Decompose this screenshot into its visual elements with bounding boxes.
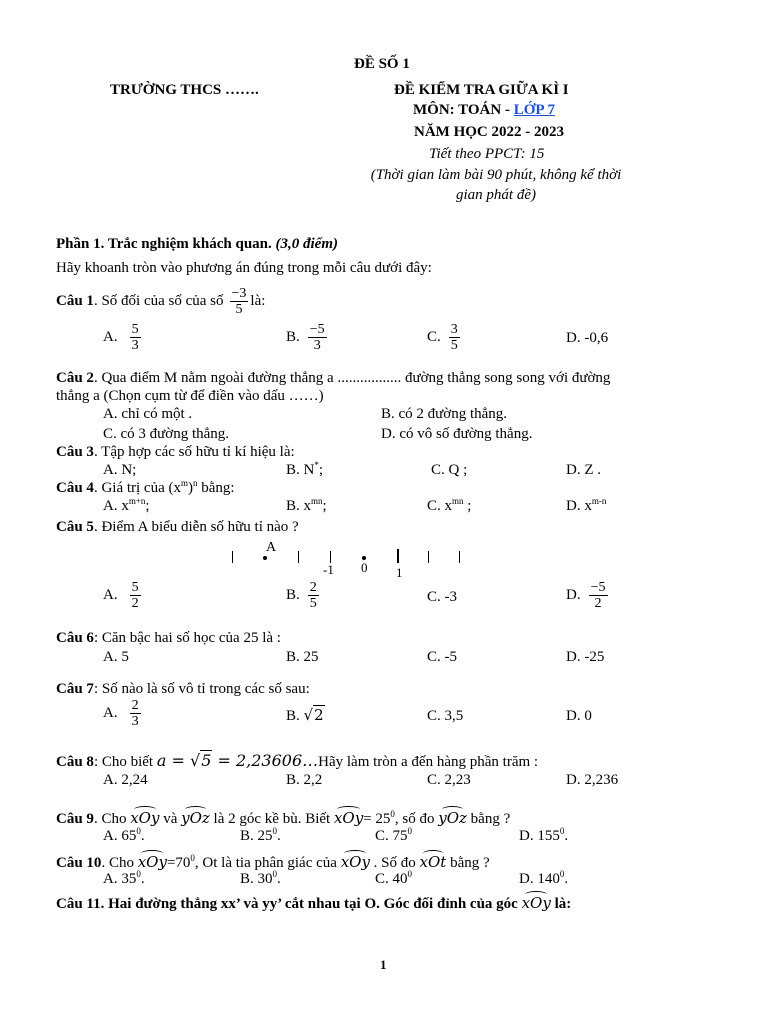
question-10: Câu 10. Cho $xOy=70^0$, Ot là tia phân giác của xOy . Số đo xOt bằng ? [56,853,490,871]
school-name: TRƯỜNG THCS ……. [110,82,259,98]
tick-label-0: 0 [361,560,368,575]
question-8: Câu 8: Cho biết a = √5 = 2,23606…Hãy làm tròn a đến hàng phần trăm : [56,751,539,770]
question-text-end: là: [250,293,266,310]
part1-instruction: Hãy khoanh tròn vào phương án đúng trong mỗi câu dưới đây: [56,260,432,276]
option-d[interactable]: D. $155^0$. [519,826,569,844]
question-label: Câu 6 [56,630,94,646]
option-d[interactable]: D. -25 [566,649,605,665]
option-c[interactable]: C. Q ; [431,462,468,478]
question-label: Câu 3 [56,444,94,460]
angle-symbol: xOy [521,894,551,912]
part1-points: (3,0 điểm) [275,236,338,252]
option-b[interactable]: B. $30^0$. [240,869,281,887]
question-9: Câu 9. Cho xOy và yOz là 2 góc kề bù. Biết $xOy= 25^0$, số đo yOz bằng ? [56,809,511,827]
question-text: : Số nào là số vô tỉ trong các số sau: [93,681,310,697]
option-c[interactable]: C. có 3 đường thẳng. [103,426,230,442]
angle-symbol: xOy [333,809,364,827]
question-2-line-2: thẳng a (Chọn cụm từ để điền vào dấu ……) [56,388,324,404]
option-b[interactable]: B. $\frac{2}{5}$ [286,580,317,612]
option-c[interactable]: C. $75^0$ [375,826,413,844]
question-1 [56,286,265,318]
tick-label-minus1: -1 [323,562,334,577]
option-c[interactable]: C. 3,5 [427,708,464,724]
duration-line-2: gian phát đề) [456,187,536,203]
tick [428,551,429,563]
option-c[interactable]: C. -3 [427,589,457,605]
fraction: $\frac{-3}{5}$ [231,286,247,318]
option-d[interactable]: D. $140^0$. [519,869,569,887]
page-number: 1 [380,957,387,972]
period-line: Tiết theo PPCT: 15 [429,146,545,162]
tick [459,551,460,563]
option-d[interactable]: D. $x^{m-n}$ [566,496,607,514]
angle-symbol: xOy [137,853,167,871]
option-d[interactable]: D. có vô số đường thẳng. [381,426,533,442]
option-d[interactable]: D. -0,6 [566,330,609,346]
option-b[interactable]: B. $\frac{-5}{3}$ [286,322,325,354]
option-b[interactable]: B. $25^0$. [240,826,281,844]
angle-symbol: xOt [419,853,447,871]
subject-line [413,102,555,119]
option-c[interactable]: C. -5 [427,649,457,665]
option-a[interactable]: A. N; [103,462,137,478]
tick [298,551,299,563]
exam-title: ĐỀ KIỂM TRA GIỮA KÌ I [394,82,569,98]
angle-symbol: xOy [340,853,370,871]
tick-label-1: 1 [396,565,403,580]
question-label: Câu 11. [56,896,105,912]
question-text: . Số đối của số của số [93,293,224,310]
option-c[interactable]: C. 2,23 [427,772,471,788]
question-text: . Tập hợp các số hữu tỉ kí hiệu là: [93,444,295,460]
point-a-label: A [266,540,277,555]
option-b[interactable]: B. N*; [286,460,324,478]
option-b[interactable]: B. √2 [286,706,324,724]
question-3 [56,444,295,461]
option-b[interactable]: B. 2,2 [286,772,323,788]
angle-symbol: xOy [130,809,160,827]
part1-title-text: Phần 1. Trắc nghiệm khách quan. [56,236,272,252]
question-label: Câu 8 [56,754,94,770]
question-label: Câu 7 [56,681,94,697]
angle-symbol: yOz [181,809,210,827]
grade-link[interactable]: LỚP 7 [513,102,555,118]
question-label: Câu 1 [56,293,94,310]
option-a[interactable]: A. $\frac{2}{3}$ [103,698,139,730]
option-b[interactable]: B. $x^{mn}$; [286,496,327,514]
option-a[interactable]: A. $65^0$. [103,826,145,844]
option-b[interactable]: B. 25 [286,649,319,665]
part1-title [56,236,338,253]
tick [232,551,233,563]
question-6 [56,630,281,647]
question-text: . Qua điểm M nằm ngoài đường thẳng a ................. đường thẳng song song với đường [93,370,611,386]
option-d[interactable]: D. Z . [566,462,601,478]
question-label: Câu 5 [56,519,94,535]
duration-line-1: (Thời gian làm bài 90 phút, không kể thời [370,167,622,183]
exam-number: ĐỀ SỐ 1 [354,56,410,72]
school-year: NĂM HỌC 2022 - 2023 [414,124,564,140]
option-a[interactable]: A. $\frac{5}{2}$ [103,580,139,612]
sqrt-symbol: √2 [303,706,324,724]
option-d[interactable]: D. 0 [566,708,592,724]
question-2 [56,370,610,387]
option-d[interactable]: D. $\frac{-5}{2}$ [566,580,606,612]
option-a[interactable]: A. chỉ có một . [103,406,193,422]
math-expression: a = √5 = 2,23606… [156,751,319,770]
question-text: . Điểm A biểu diễn số hữu tỉ nào ? [93,519,299,535]
question-text: Hai đường thẳng xx’ và yy’ cắt nhau tại O. Góc đối đỉnh của góc [108,896,518,912]
option-a[interactable]: A. $35^0$. [103,869,145,887]
option-a[interactable]: A. 5 [103,649,129,665]
option-c[interactable]: C. $40^0$ [375,869,413,887]
question-label: Câu 4 [56,480,94,496]
question-label: Câu 10 [56,855,102,871]
question-label: Câu 9 [56,811,94,827]
question-label: Câu 2 [56,370,94,386]
option-d[interactable]: D. 2,236 [566,772,619,788]
option-a[interactable]: A. $x^{m+n}$; [103,496,150,514]
angle-symbol: yOz [438,809,467,827]
question-5 [56,519,299,536]
point-a-dot [263,556,267,560]
question-7 [56,681,310,698]
option-a[interactable]: A. 2,24 [103,772,148,788]
tick [397,549,399,563]
option-a[interactable]: A. $\frac{5}{3}$ [103,322,139,354]
option-c[interactable]: C. $\frac{3}{5}$ [427,322,458,354]
subject-prefix: MÔN: TOÁN - [413,102,514,118]
option-c[interactable]: C. $x^{mn}$ ; [427,496,472,514]
question-4: Câu 4. Giá trị của $(x^m)^n$ bằng: [56,478,235,496]
option-b[interactable]: B. có 2 đường thẳng. [381,406,508,422]
question-11: Câu 11. Hai đường thẳng xx’ và yy’ cắt nhau tại O. Góc đối đỉnh của góc xOy là: [56,894,572,912]
question-text: : Căn bậc hai số học của 25 là : [93,630,281,646]
